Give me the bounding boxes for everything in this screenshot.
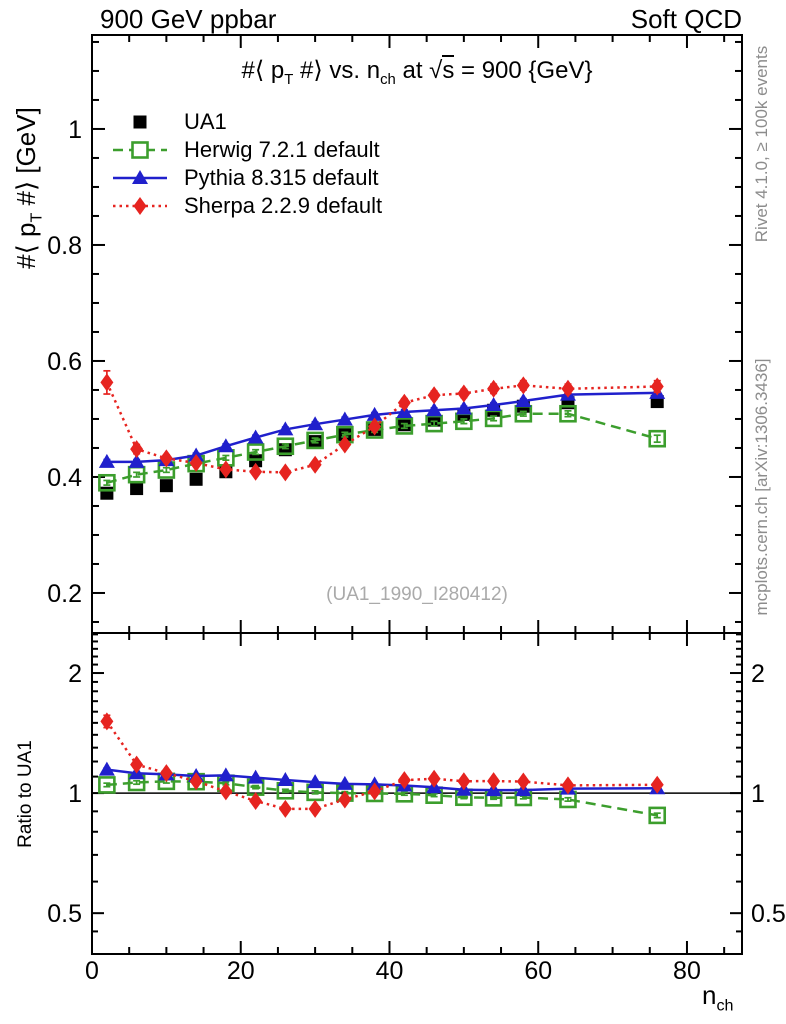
svg-text:0.8: 0.8 <box>47 231 82 260</box>
rivet-version-note: Rivet 4.1.0, ≥ 100k events <box>752 45 771 243</box>
y-axis-title-main: #⟨ $p_T$ #⟩ [GeV] <box>11 107 46 269</box>
svg-text:0.5: 0.5 <box>47 900 82 929</box>
sherpa-marker-icon <box>112 196 168 216</box>
legend-label: Sherpa 2.2.9 default <box>184 193 383 218</box>
svg-text:1: 1 <box>68 115 82 144</box>
svg-text:60: 60 <box>524 957 553 985</box>
analysis-watermark: (UA1_1990_I280412) <box>326 584 508 605</box>
legend <box>112 108 382 220</box>
svg-text:1: 1 <box>68 780 82 809</box>
header-beam-energy: 900 GeV ppbar <box>100 4 277 34</box>
axis-tick-labels <box>47 116 786 985</box>
svg-text:0.5: 0.5 <box>751 900 786 929</box>
legend-label: Pythia 8.315 default <box>184 165 379 190</box>
svg-text:0.4: 0.4 <box>47 463 82 492</box>
series-pythia <box>99 385 665 796</box>
svg-text:0.6: 0.6 <box>47 347 82 376</box>
svg-text:2: 2 <box>68 660 82 689</box>
svg-text:80: 80 <box>673 957 701 985</box>
herwig-marker-icon <box>112 140 168 160</box>
y-axis-title-ratio: Ratio to UA1 <box>15 740 36 848</box>
svg-text:20: 20 <box>226 957 255 985</box>
legend-item-pythia <box>112 164 382 192</box>
series-herwig <box>99 406 664 823</box>
chart-title: #⟨ $p_T$ #⟩ vs. $n_{ch}$ at √s = 900 {GeV} <box>241 57 593 88</box>
x-axis-title: $n_{ch}$ <box>702 980 734 1015</box>
header-process-group: Soft QCD <box>630 4 742 34</box>
mcplots-arxiv-note: mcplots.cern.ch [arXiv:1306.3436] <box>752 358 771 616</box>
pythia-marker-icon <box>112 168 168 188</box>
ua1-marker-icon <box>112 112 168 132</box>
svg-text:0: 0 <box>85 957 99 985</box>
legend-item-herwig <box>112 136 382 164</box>
series-ua1 <box>100 395 663 500</box>
legend-label: UA1 <box>184 109 227 134</box>
svg-text:2: 2 <box>751 660 765 689</box>
legend-label: Herwig 7.2.1 default <box>184 137 380 162</box>
legend-item-sherpa <box>112 192 382 220</box>
legend-item-ua1 <box>112 108 382 136</box>
svg-text:1: 1 <box>751 780 765 809</box>
svg-text:40: 40 <box>375 957 404 985</box>
svg-text:0.2: 0.2 <box>47 579 82 608</box>
